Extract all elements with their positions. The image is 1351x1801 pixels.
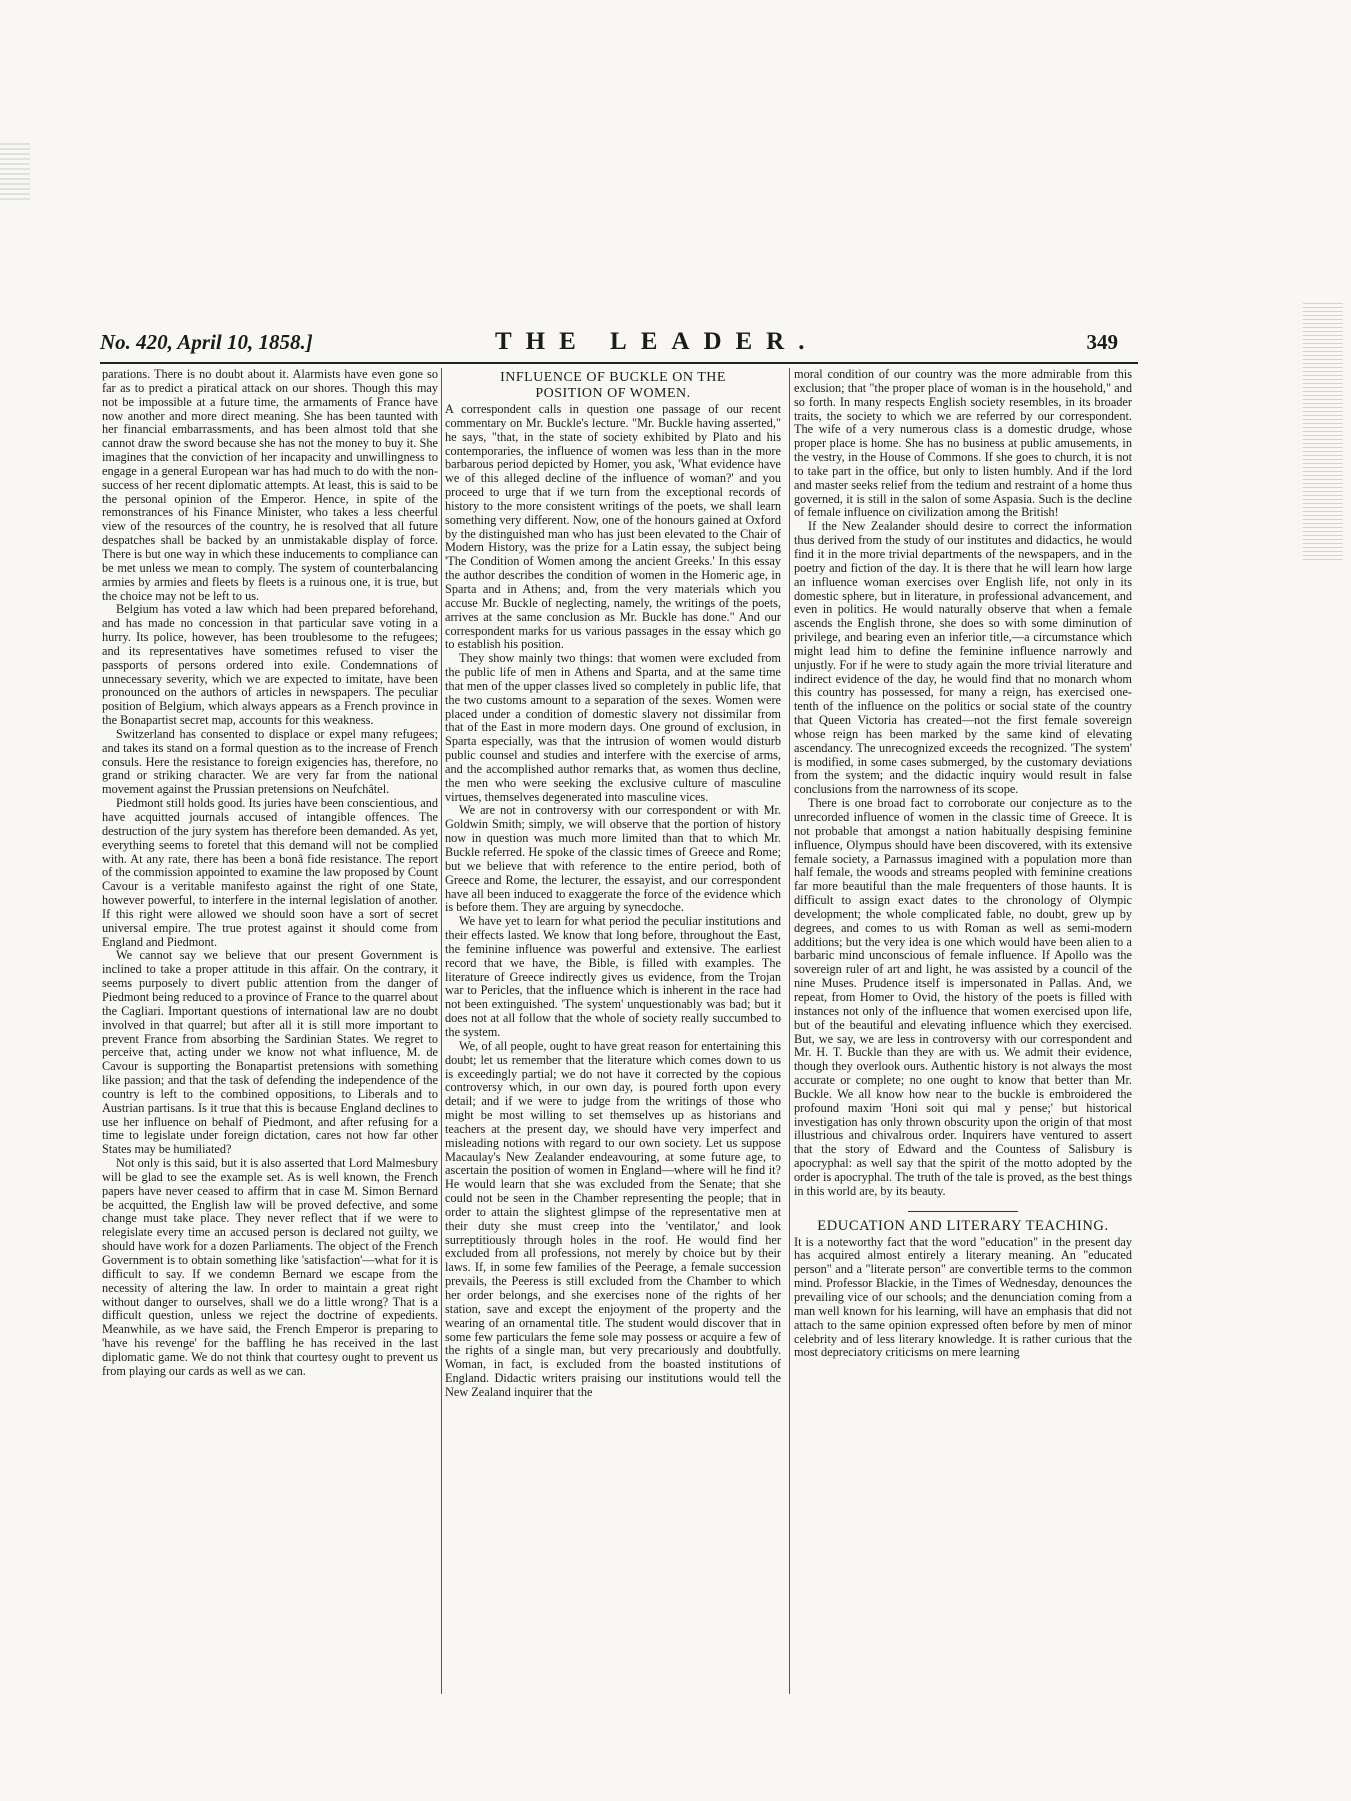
article-title-buckle [445, 370, 781, 401]
column-3 [794, 368, 1132, 1692]
masthead-title: THE LEADER. [495, 328, 819, 355]
paragraph: moral condition of our country was the more admirable from this exclusion; that "the proper place of woman is in the household," and so forth. In many respects English society resembles, in its broader traits, the society to which we are referred by our correspondent. The wife of a very numerous class is a domestic drudge, whose proper place is home. She has no business at public amusements, in the vestry, in the House of Commons. If she goes to church, it is not to take part in the office, but only to listen humbly. And if the lord and master seeks relief from the tedium and restraint of a home thus governed, it is still in the salon of some Aspasia. Such is the decline of female influence on civilization among the British! [794, 368, 1132, 520]
paragraph: Belgium has voted a law which had been prepared beforehand, and has made no concession in that particular save voting in a hurry. Its police, however, has been troublesome to the refugees; and its representatives have sometimes refused to viser the passports of persons ordered into exile. Condemnations of unnecessary severity, which we are expected to imitate, have been pronounced on the authors of articles in newspapers. The peculiar position of Belgium, which always appears as a French province in the Bonapartist secret map, accounts for this weakness. [102, 602, 438, 728]
column-1 [102, 368, 438, 1692]
paragraph: Switzerland has consented to displace or expel many refugees; and takes its stand on a formal question as to the increase of French consuls. Here the resistance to foreign exigencies has, therefore, no grand or striking character. We are very far from the national movement against the Prussian pretensions on Neufchâtel. [102, 726, 438, 797]
paragraph: We have yet to learn for what period the peculiar institutions and their effects lasted. We know that long before, throughout the East, the feminine influence was powerful and extensive. The earliest record that we have, the Bible, is filled with examples. The literature of Greece indirectly gives us evidence, from the Trojan war to Pericles, that the influence which is inherent in the race had not been extinguished. 'The system' unquestionably was bad; but it does not at all follow that the whole of society really succumbed to the system. [445, 914, 781, 1039]
paragraph: Piedmont still holds good. Its juries have been conscientious, and have acquitted journals accused of intangible offences. The destruction of the jury system has therefore been demanded. As yet, everything seems to foretel that this demand will not be complied with. At any rate, there has been a bonâ fide resistance. The report of the commission appointed to examine the law proposed by Count Cavour is a veritable manifesto against the right of one State, however powerful, to interfere in the internal legislation of another. If this right were allowed we should soon have a sort of secret universal empire. The true protest against it should come from England and Piedmont. [102, 796, 438, 949]
section-divider [908, 1211, 1018, 1212]
column-rule-1 [441, 368, 442, 1694]
column-2 [445, 368, 781, 1692]
page-bleed-mark [0, 140, 30, 200]
paragraph: We are not in controversy with our correspondent or with Mr. Goldwin Smith; simply, we will observe that the portion of history now in question was much more limited than that to which Mr. Buckle referred. He spoke of the classic times of Greece and Rome; but we believe that with reference to the entire period, both of Greece and Rome, the lecturer, the essayist, and our correspondent have all been induced to exaggerate the force of the evidence which is before them. They are arguing by synecdoche. [445, 803, 781, 915]
column-rule-2 [789, 368, 790, 1694]
paragraph: We cannot say we believe that our present Government is inclined to take a proper attitude in this affair. On the contrary, it seems purposely to divert public attention from the danger of Piedmont being reduced to a province of France to the quarrel about the Cagliari. Important questions of international law are no doubt involved in that quarrel; but after all it is still more important to prevent France from absorbing the Sardinian States. We regret to perceive that, acting under we know not what influence, M. de Cavour is supporting the Bonapartist pretensions with something like passion; and that the task of defending the independence of the country is left to the combined oppositions, to Liberals and to Austrian partisans. Is it true that this is because England declines to use her influence on behalf of Piedmont, and after refusing for a time to legislate under foreign dictation, cares not how far other States may be humiliated? [102, 948, 438, 1157]
article-title-line: INFLUENCE OF BUCKLE ON THE [500, 370, 726, 385]
paragraph: We, of all people, ought to have great reason for entertaining this doubt; let us remember that the literature which comes down to us is exceedingly partial; we do not have it corrected by the copious controversy which, in our own day, is poured forth upon every detail; and if we were to judge from the writings of those who might be most willing to set themselves up as historians and teachers at the present day, we should have very imperfect and misleading notions with regard to our own society. Let us suppose Macaulay's New Zealander endeavouring, at some future age, to ascertain the position of women in England—where will he find it? He would learn that she was excluded from the Senate; that she could not be seen in the Chamber representing the people; that in order to attain the slightest glimpse of the representative men at their duty she must creep into the 'ventilator,' and look surreptitiously through holes in the roof. He would find her excluded from all professions, not merely by choice but by their laws. If, in some few families of the Peerage, a female succession prevails, the Peeress is still excluded from the Chamber to which her order belongs, and she exercises none of the rights of her station, save and except the enjoyment of the property and the wearing of an ornamental title. The student would discover that in some few particulars the feme sole may possess or acquire a few of the rights of a single man, but very precariously and doubtfully. Woman, in fact, is excluded from the boasted institutions of England. Didactic writers praising our institutions would tell the New Zealand inquirer that the [445, 1038, 781, 1399]
paragraph: There is one broad fact to corroborate our conjecture as to the unrecorded influence of women in the classic time of Greece. It is not probable that amongst a nation habitually despising feminine influence, Olympus should have been discovered, with its extensive female society, a Parnassus imagined with a population more than half female, the woods and streams peopled with feminine creations far more beautiful than the male frequenters of those haunts. It is difficult to assign exact dates to the chronology of Olympic development; the whole complicated fable, no doubt, grew up by degrees, and comes to us with Roman as well as semi-modern additions; but the very idea is one which would have been alien to a barbaric mind unconscious of female influence. If Apollo was the sovereign ruler of art and light, he was assisted by a council of the nine Muses. Prudence itself is impersonated in Pallas. And, we repeat, from Homer to Ovid, the history of the poets is filled with instances not only of the influence that women exercised upon life, but of the beautiful and elevating influence which they exercised. But, we say, we are less in controversy with our correspondent and Mr. H. T. Buckle than they are with us. We admit their evidence, though they overlook ours. Authentic history is not always the most accurate or complete; no one ought to know that better than Mr. Buckle. We all know how near to the buckle is embroidered the profound maxim 'Honi soit qui mal y pense;' but historical investigation has only thrown obscurity upon the origin of that most illustrious and chivalrous order. Inquirers have ventured to assert that the story of Edward and the Countess of Salisbury is apocryphal: as well say that the spirit of the motto adopted by the order is apocryphal. The truth of the tale is proved, as the best things in this world are, by its beauty. [794, 796, 1132, 1198]
newspaper-page [100, 328, 1138, 1698]
issue-date: No. 420, April 10, 1858.] [100, 330, 313, 354]
paragraph: If the New Zealander should desire to correct the information thus derived from the study of our institutes and didactics, he would find it in the more trivial departments of the newspapers, and in the poetry and fiction of the day. It is there that he will learn how large an influence woman exercises over English life, not only in its domestic sphere, but in literature, in professional advancement, and even in politics. He would naturally observe that when a female ascends the English throne, she does so with some diminution of privilege, and bearing even an inferior title,—a circumstance which might lead him to define the feminine influence narrowly and unjustly. For if he were to study again the more trivial literature and indirect evidence of the day, he would find that no monarch whom this country has possessed, for many a reign, has exercised one-tenth of the influence on the politics or social state of the country that Queen Victoria has created—not the first female sovereign whose reign has been marked by the same kind of elevating ascendancy. The unrecognized exceeds the recognized. 'The system' is modified, in some cases submerged, by the customary deviations from the system; and the didactic inquiry would result in false conclusions from the narrowness of its scope. [794, 519, 1132, 797]
paragraph: Not only is this said, but it is also asserted that Lord Malmesbury will be glad to see the example set. As is well known, the French papers have never ceased to affirm that in case M. Simon Bernard be acquitted, the English law will be proved defective, and some change must take place. They never reflect that if we were to relegislate every time an accused person is declared not guilty, we should have work for a dozen Parliaments. The object of the French Government is to obtain something like 'satisfaction'—what for it is difficult to say. If we condemn Bernard we escape from the necessity of altering the law. In order to maintain a great right without danger to ourselves, shall we do a little wrong? That is a difficult question, unless we reject the doctrine of expedients. Meanwhile, as we have said, the French Emperor is preparing to 'have his revenge' for the baffling he has received in the last diplomatic game. We do not think that courtesy ought to prevent us from playing our cards as well as we can. [102, 1156, 438, 1378]
page-header [100, 328, 1138, 364]
article-title-line: POSITION OF WOMEN. [535, 385, 691, 401]
page-number: 349 [1086, 330, 1118, 354]
scan-edge [1303, 300, 1343, 560]
paragraph: parations. There is no doubt about it. Alarmists have even gone so far as to predict a piratical attack on our shores. Though this may not be impossible at a future time, the armaments of France have now another and more direct meaning. She has been taunted with her financial embarrassments, and has been almost told that she cannot draw the sword because she has not the money to buy it. She imagines that the conviction of her incapacity and unwillingness to engage in a general European war has had much to do with the non-success of her recent diplomatic attempts. At least, this is said to be the personal opinion of the Emperor. Hence, in spite of the remonstrances of his Finance Minister, who takes a less cheerful view of the resources of the country, he is resolved that all future despatches shall be backed by an unmistakable display of force. There is but one way in which these inducements to compliance can be met unless we mean to comply. The system of counterbalancing armies by armies and fleets by fleets is a ruinous one, it is true, but the choice may not be left to us. [102, 368, 438, 603]
paragraph: A correspondent calls in question one passage of our recent commentary on Mr. Buckle's lecture. "Mr. Buckle having asserted," he says, "that, in the state of society exhibited by Plato and his contemporaries, the influence of women was less than in the more barbarous period depicted by Homer, you ask, 'What evidence have we of this alleged decline of the influence of woman?' and you proceed to urge that if we turn from the exceptional records of history to the more consistent writings of the poets, we shall learn something very different. Now, one of the honours gained at Oxford by the distinguished man who has just been elevated to the Chair of Modern History, was the prize for a Latin essay, the subject being 'The Condition of Women among the ancient Greeks.' In this essay the author describes the condition of women in the Homeric age, in Sparta and in Athens; and, from the very materials which you accuse Mr. Buckle of neglecting, namely, the writings of the poets, arrives at the same conclusion as Mr. Buckle has done." And our correspondent marks for us various passages in the essay which go to establish his position. [445, 402, 781, 652]
paragraph: It is a noteworthy fact that the word "education" in the present day has acquired almost entirely a literary meaning. An "educated person" and a "literate person" are convertible terms to the common mind. Professor Blackie, in the Times of Wednesday, denounces the prevailing vice of our schools; and the denunciation coming from a man well known for his learning, will have an emphasis that did not attach to the same opinion expressed often before by men of minor celebrity and of less literary knowledge. It is rather curious that the most depreciatory criticisms on mere learning [794, 1234, 1132, 1360]
paragraph: They show mainly two things: that women were excluded from the public life of men in Athens and Sparta, and at the same time that men of the upper classes lived so completely in public life, that the two customs amount to a separation of the sexes. Women were placed under a condition of domestic slavery not dissimilar from that of the East in more modern days. One ground of exclusion, in Sparta especially, was that the intrusion of women would disturb public counsel and studies and interfere with the exercise of arms, and the accomplished author remarks that, as women thus decline, the men who were seeking the exclusive culture of masculine virtues, themselves degenerated into masculine vices. [445, 651, 781, 804]
article-title-education: EDUCATION AND LITERARY TEACHING. [817, 1217, 1109, 1234]
